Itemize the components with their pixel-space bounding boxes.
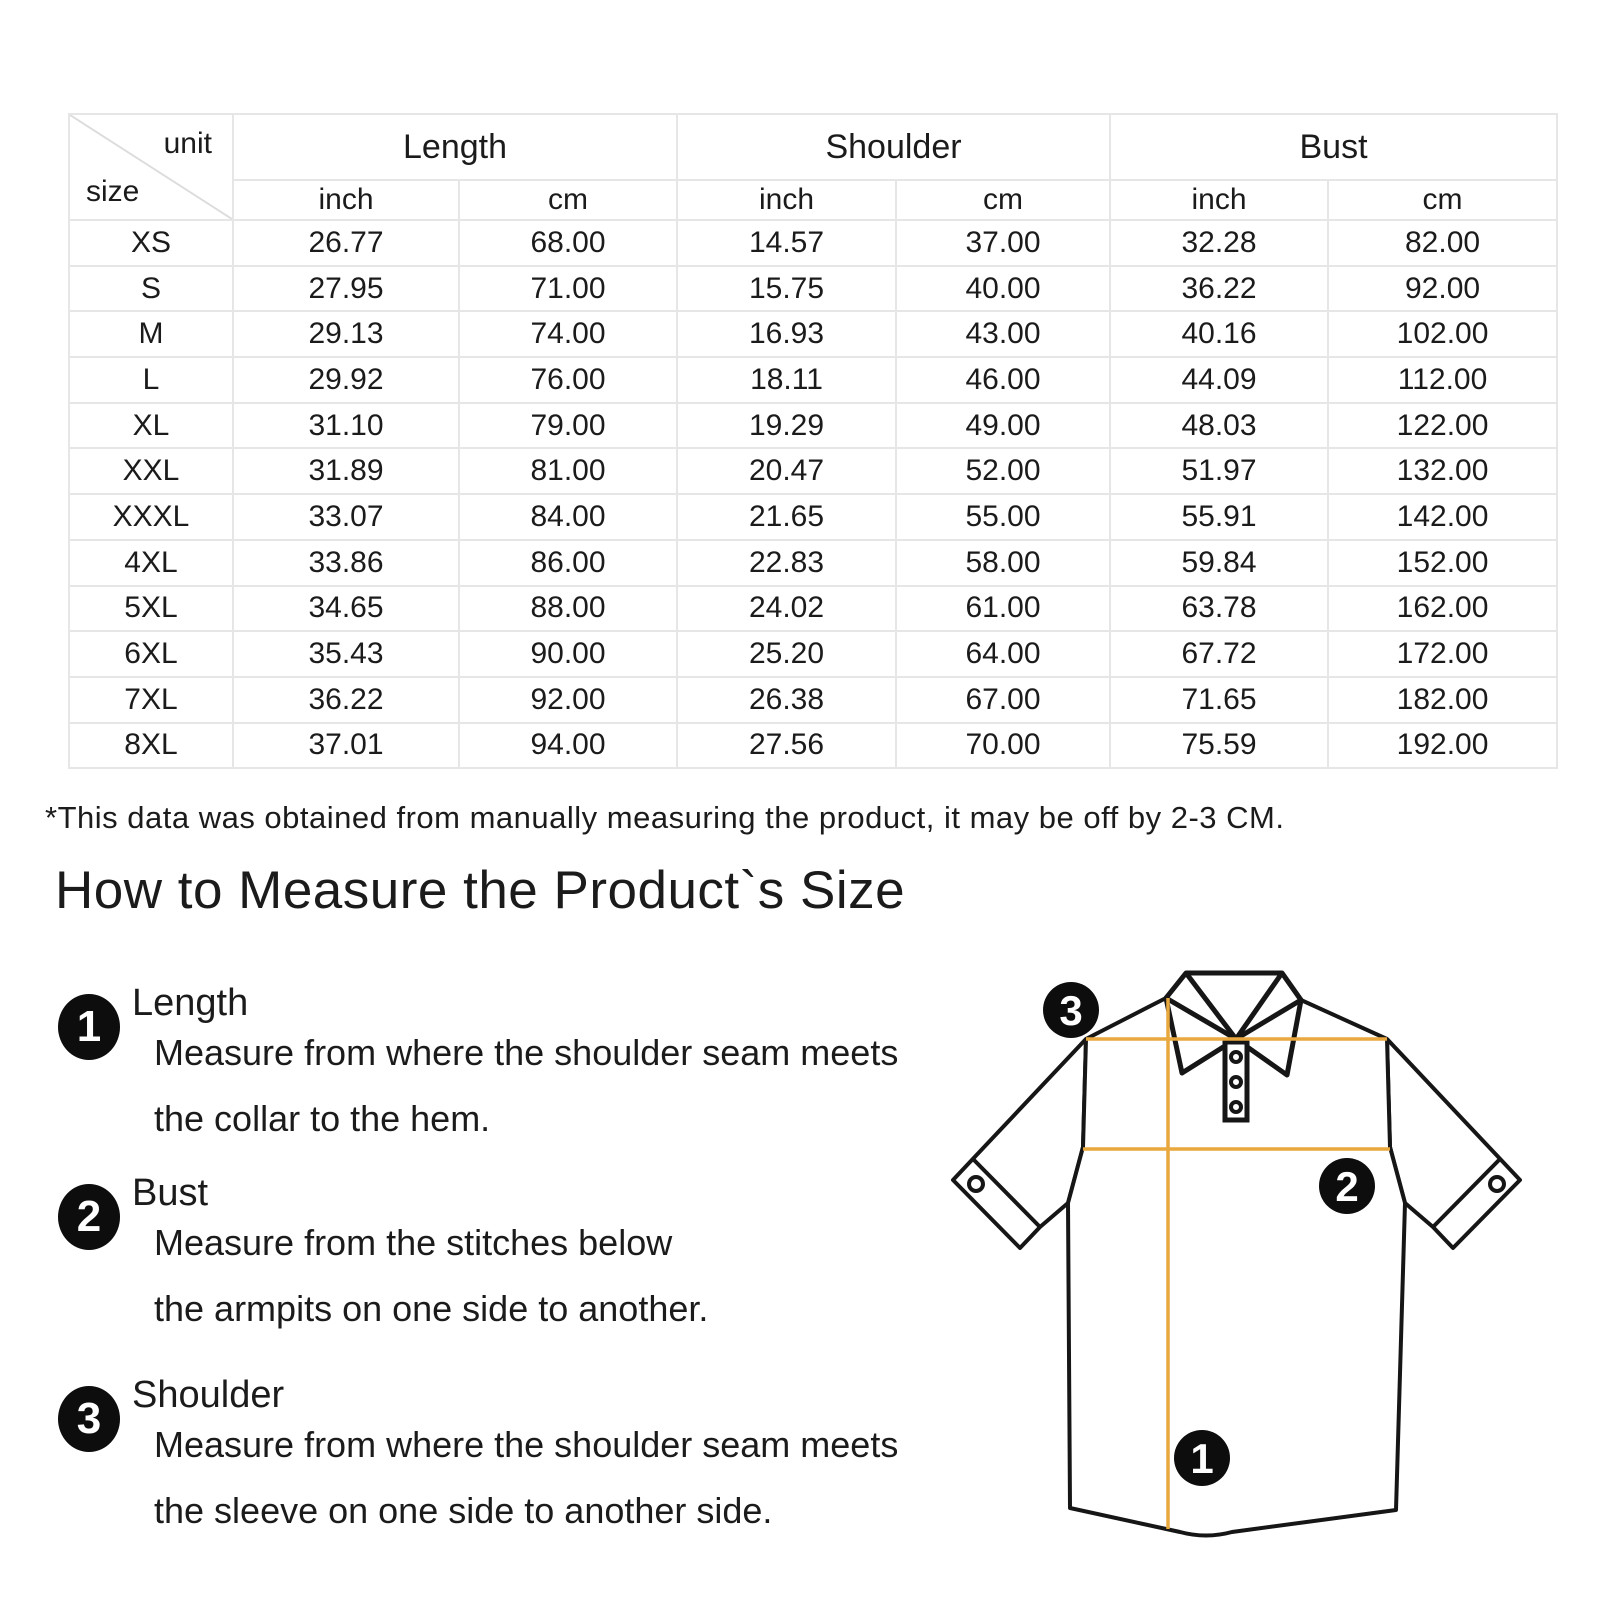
size-row — [69, 448, 1557, 494]
instruction-shoulder-line1: Measure from where the shoulder seam meets — [154, 1424, 899, 1465]
measurement-cell: 35.43 — [233, 631, 459, 677]
size-table-header — [69, 114, 1557, 220]
placket-button-3 — [1231, 1102, 1241, 1112]
measurement-cell: 92.00 — [459, 677, 677, 723]
measurement-cell: 49.00 — [896, 403, 1110, 449]
measurement-cell: 74.00 — [459, 311, 677, 357]
svg-text:2: 2 — [1335, 1163, 1359, 1210]
measurement-cell: 36.22 — [233, 677, 459, 723]
measurement-cell: 34.65 — [233, 586, 459, 632]
measurement-cell: 192.00 — [1328, 723, 1557, 769]
measurement-cell: 70.00 — [896, 723, 1110, 769]
measurement-cell: 76.00 — [459, 357, 677, 403]
measurement-cell: 75.59 — [1110, 723, 1328, 769]
instruction-bust-line1: Measure from the stitches below — [154, 1222, 673, 1263]
measurement-cell: 27.56 — [677, 723, 896, 769]
measurement-cell: 37.01 — [233, 723, 459, 769]
measurement-cell: 58.00 — [896, 540, 1110, 586]
corner-cell — [69, 114, 233, 220]
measurement-cell: 22.83 — [677, 540, 896, 586]
measurement-cell: 51.97 — [1110, 448, 1328, 494]
measurement-cell: 33.86 — [233, 540, 459, 586]
unit-header-cm: cm — [896, 180, 1110, 220]
corner-label-size: size — [86, 175, 140, 208]
measurement-cell: 26.38 — [677, 677, 896, 723]
placket-button-1 — [1231, 1052, 1241, 1062]
measurement-note: *This data was obtained from manually measuring the product, it may be off by 2-3 CM. — [45, 800, 1285, 835]
measurement-cell: 19.29 — [677, 403, 896, 449]
marker-1 — [1174, 1430, 1230, 1486]
size-cell: S — [69, 266, 233, 312]
unit-header-inch: inch — [233, 180, 459, 220]
measurement-cell: 52.00 — [896, 448, 1110, 494]
instruction-shoulder-title: Shoulder — [132, 1374, 285, 1416]
column-group-shoulder: Shoulder — [677, 114, 1110, 180]
size-cell: 7XL — [69, 677, 233, 723]
size-row — [69, 723, 1557, 769]
instruction-length-line2: the collar to the hem. — [154, 1098, 491, 1139]
measurement-cell: 67.00 — [896, 677, 1110, 723]
right-sleeve — [1387, 1039, 1520, 1248]
size-cell: 6XL — [69, 631, 233, 677]
measurement-cell: 29.92 — [233, 357, 459, 403]
measurement-cell: 142.00 — [1328, 494, 1557, 540]
measurement-cell: 55.00 — [896, 494, 1110, 540]
measurement-cell: 172.00 — [1328, 631, 1557, 677]
instruction-bust — [58, 1168, 1038, 1343]
measurement-cell: 21.65 — [677, 494, 896, 540]
measurement-cell: 152.00 — [1328, 540, 1557, 586]
size-row — [69, 631, 1557, 677]
size-row — [69, 677, 1557, 723]
measurement-cell: 92.00 — [1328, 266, 1557, 312]
size-cell: XL — [69, 403, 233, 449]
corner-label-unit: unit — [163, 127, 212, 160]
size-cell: 4XL — [69, 540, 233, 586]
measurement-cell: 132.00 — [1328, 448, 1557, 494]
size-cell: M — [69, 311, 233, 357]
size-cell: XXL — [69, 448, 233, 494]
size-table-body — [69, 220, 1557, 768]
measurement-cell: 67.72 — [1110, 631, 1328, 677]
measurement-cell: 43.00 — [896, 311, 1110, 357]
measurement-cell: 68.00 — [459, 220, 677, 266]
instruction-length — [58, 978, 1038, 1153]
measurement-cell: 86.00 — [459, 540, 677, 586]
left-sleeve — [953, 1039, 1086, 1248]
measurement-cell: 16.93 — [677, 311, 896, 357]
instruction-bust-title: Bust — [132, 1172, 209, 1214]
measurement-cell: 15.75 — [677, 266, 896, 312]
measurement-cell: 32.28 — [1110, 220, 1328, 266]
right-shoulder-seam — [1301, 1000, 1387, 1039]
svg-text:3: 3 — [1059, 987, 1083, 1034]
placket-button-2 — [1231, 1077, 1241, 1087]
measurement-cell: 20.47 — [677, 448, 896, 494]
size-cell: L — [69, 357, 233, 403]
measurement-cell: 71.65 — [1110, 677, 1328, 723]
measurement-cell: 88.00 — [459, 586, 677, 632]
column-group-bust: Bust — [1110, 114, 1557, 180]
step-3-badge — [58, 1386, 120, 1452]
left-cuff-button — [969, 1177, 983, 1191]
size-cell: XXXL — [69, 494, 233, 540]
size-row — [69, 266, 1557, 312]
measurement-cell: 122.00 — [1328, 403, 1557, 449]
size-table — [68, 113, 1558, 769]
measurement-cell: 14.57 — [677, 220, 896, 266]
measurement-cell: 37.00 — [896, 220, 1110, 266]
measurement-cell: 36.22 — [1110, 266, 1328, 312]
instruction-shoulder — [58, 1370, 1038, 1545]
size-row — [69, 357, 1557, 403]
measurement-cell: 46.00 — [896, 357, 1110, 403]
page-title: How to Measure the Product`s Size — [55, 861, 906, 920]
measurement-cell: 26.77 — [233, 220, 459, 266]
unit-header-inch: inch — [1110, 180, 1328, 220]
measurement-cell: 25.20 — [677, 631, 896, 677]
measurement-cell: 18.11 — [677, 357, 896, 403]
svg-text:1: 1 — [1190, 1435, 1214, 1482]
measurement-cell: 61.00 — [896, 586, 1110, 632]
measurement-cell: 162.00 — [1328, 586, 1557, 632]
size-row — [69, 494, 1557, 540]
size-cell: XS — [69, 220, 233, 266]
measurement-cell: 55.91 — [1110, 494, 1328, 540]
step-3-number: 3 — [76, 1394, 102, 1443]
right-cuff-button — [1490, 1177, 1504, 1191]
measurement-cell: 84.00 — [459, 494, 677, 540]
marker-2 — [1319, 1158, 1375, 1214]
size-row — [69, 540, 1557, 586]
step-1-badge — [58, 994, 120, 1060]
measurement-cell: 64.00 — [896, 631, 1110, 677]
measurement-cell: 24.02 — [677, 586, 896, 632]
measurement-cell: 29.13 — [233, 311, 459, 357]
measurement-cell: 82.00 — [1328, 220, 1557, 266]
size-row — [69, 220, 1557, 266]
measurement-cell: 31.10 — [233, 403, 459, 449]
step-2-number: 2 — [76, 1192, 102, 1241]
measurement-cell: 79.00 — [459, 403, 677, 449]
unit-header-row — [69, 180, 1557, 220]
step-1-number: 1 — [76, 1002, 102, 1051]
size-row — [69, 311, 1557, 357]
measurement-cell: 182.00 — [1328, 677, 1557, 723]
instruction-shoulder-line2: the sleeve on one side to another side. — [154, 1490, 773, 1531]
measurement-cell: 31.89 — [233, 448, 459, 494]
unit-header-cm: cm — [459, 180, 677, 220]
instruction-bust-line2: the armpits on one side to another. — [154, 1288, 709, 1329]
instruction-length-line1: Measure from where the shoulder seam meets — [154, 1032, 899, 1073]
measurement-cell: 40.16 — [1110, 311, 1328, 357]
column-group-length: Length — [233, 114, 677, 180]
measurement-cell: 33.07 — [233, 494, 459, 540]
size-row — [69, 586, 1557, 632]
unit-header-cm: cm — [1328, 180, 1557, 220]
measurement-cell: 63.78 — [1110, 586, 1328, 632]
shirt-diagram — [920, 940, 1560, 1580]
measurement-cell: 44.09 — [1110, 357, 1328, 403]
measurement-cell: 27.95 — [233, 266, 459, 312]
size-row — [69, 403, 1557, 449]
measurement-cell: 112.00 — [1328, 357, 1557, 403]
measurement-cell: 81.00 — [459, 448, 677, 494]
measurement-cell: 48.03 — [1110, 403, 1328, 449]
measurement-cell: 40.00 — [896, 266, 1110, 312]
size-cell: 5XL — [69, 586, 233, 632]
measurement-cell: 59.84 — [1110, 540, 1328, 586]
size-cell: 8XL — [69, 723, 233, 769]
step-2-badge — [58, 1184, 120, 1250]
measurement-cell: 90.00 — [459, 631, 677, 677]
unit-header-inch: inch — [677, 180, 896, 220]
marker-3 — [1043, 982, 1099, 1038]
measurement-cell: 94.00 — [459, 723, 677, 769]
measurement-cell: 102.00 — [1328, 311, 1557, 357]
measurement-cell: 71.00 — [459, 266, 677, 312]
instruction-length-title: Length — [132, 982, 249, 1024]
